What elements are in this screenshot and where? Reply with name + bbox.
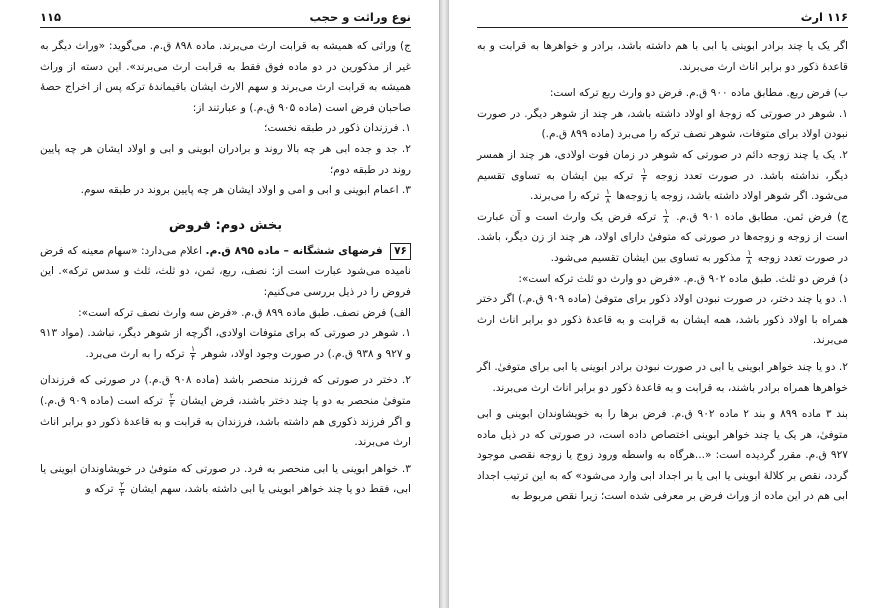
right-page-header: [477, 8, 848, 28]
paragraph: د) فرض دو ثلث. طبق ماده ۹۰۲ ق.م. «فرض دو وارث دو ثلث ترکه است»:: [518, 272, 848, 285]
fraction-denominator: ۴: [190, 353, 195, 363]
text: ترکه و: [85, 483, 114, 496]
fraction-numerator: ۲: [120, 479, 125, 489]
text: مذکور به تساوی بین ایشان تقسیم می‌شود.: [550, 251, 741, 264]
paragraph: ج) وراثی که همیشه به قرابت ارث می‌برند. ماده ۸۹۸ ق.م. می‌گوید: «وراث دیگر به غیر از مذکورین در دو ماده فوق فقط به قرابت ارث می‌برند». این دسته از وراث همیشه به قرابت ارث می‌برند و سهم الارث ایشان باقیماندهٔ ترکه پس از اخراج حصهٔ صاحبان فرض است (ماده ۹۰۵ ق.م.) و عبارتند از:: [40, 40, 411, 114]
list-item: [477, 145, 848, 207]
fraction-denominator: ۴: [642, 175, 647, 185]
running-title: نوع وراثت و حجب: [309, 10, 411, 24]
text: ج) فرض ثمن. مطابق ماده ۹۰۱ ق.م.: [676, 210, 849, 223]
right-page-body: [477, 36, 848, 602]
text: ۲. دختر در صورتی که فرزند منحصر باشد (ماده ۹۰۸ ق.م.) در صورتی که فرزندان متوفیٰ منحصر به دو یا چند دختر باشند، فرض ایشان: [40, 374, 411, 407]
list-item: ۲. جد و جده ابی هر چه بالا روند و برادران ابوینی و ابی و اولاد ایشان هر چه پایین روند در طبقه دوم؛: [40, 142, 411, 176]
item-number-box: ۷۶: [390, 243, 411, 260]
fraction-denominator: ۳: [169, 400, 174, 410]
list-item: ۱. شوهر در صورتی که زوجهٔ او اولاد داشته باشد، هر چند از شوهر دیگر. در صورت نبودن اولاد برای متوفات، شوهر نصف ترکه را می‌برد (ماده ۸۹۹ ق.م.): [477, 107, 848, 141]
fraction: [663, 208, 669, 225]
fraction-numerator: ۲: [169, 391, 174, 401]
list-item: [40, 370, 411, 452]
fraction-numerator: ۱: [664, 207, 669, 217]
page-number: ۱۱۵: [40, 10, 62, 24]
text: ۳. خواهر ابوینی یا ابی منحصر به فرد. در صورتی که متوفیٰ در خویشاوندان ابوینی یا ابی، فقط دو یا چند خواهر ابوینی یا ابی داشته باشد، سهم ایشان: [40, 462, 411, 496]
paragraph: الف) فرض نصف. طبق ماده ۸۹۹ ق.م. «فرض سه وارث نصف ترکه است»:: [78, 306, 411, 319]
running-title: ارث: [800, 10, 823, 24]
text: ترکه را به ارث می‌برد.: [85, 347, 185, 360]
list-item: [40, 323, 411, 364]
text: ترکه بین ایشان به تساوی تقسیم می‌شود. اگر شوهر اولاد داشته باشد، زوجه یا زوجه‌ها: [477, 169, 848, 203]
text: ترکه را می‌برند.: [530, 190, 600, 203]
fraction-denominator: ۳: [120, 488, 125, 498]
paragraph: ب) فرض ربع. مطابق ماده ۹۰۰ ق.م. فرض دو وارث ربع ترکه است:: [549, 87, 848, 100]
text: ۲. یک یا چند زوجه دائم در صورتی که شوهر در زمان فوت اولادی، هر چند از همسر دیگر، نداشته باشد. در صورت تعدد زوجه: [477, 148, 849, 182]
fraction: [605, 188, 611, 205]
paragraph: اگر یک یا چند برادر ابوینی یا ابی با هم داشته باشد، برادر و خواهرها به قرابت و به قاعدهٔ ذکور دو برابر اناث ارث می‌برند.: [477, 40, 848, 73]
list-item: ۲. دو یا چند خواهر ابوینی یا ابی در صورت نبودن برادر ابوینی یا ابی برای متوفیٰ. اگر خواهرها همراه برادر باشند، به قرابت و به قاعدهٔ ذکور دو برابر اناث ارث می‌برند.: [477, 360, 848, 394]
paragraph: [477, 207, 848, 269]
fraction-denominator: ۸: [747, 257, 752, 267]
paragraph: [40, 241, 411, 303]
page-number: ۱۱۶: [826, 10, 848, 24]
section-title: بخش دوم: فروض: [168, 217, 283, 233]
fraction-numerator: ۱: [747, 248, 752, 258]
left-page-header: [40, 8, 411, 28]
list-item: ۳. اعمام ابوینی و ابی و امی و اولاد ایشان هر چه پایین بروند در طبقه سوم.: [80, 184, 411, 197]
left-page: [0, 0, 440, 608]
list-item: ۱. فرزندان ذکور در طبقه نخست؛: [263, 122, 411, 135]
book-gutter: [440, 0, 448, 608]
fraction: [746, 249, 752, 266]
page-number-and-title: [801, 8, 848, 26]
text: ترکه است (ماده ۹۰۹ ق.م.) و اگر فرزند ذکوری هم داشته باشد، فرزندان به قرابت و به قاعدهٔ ذکور دو برابر اناث ارث می‌برند.: [40, 394, 411, 449]
fraction-denominator: ۸: [605, 195, 610, 205]
text: ۱. شوهر در صورتی که برای متوفات اولادی، اگرچه از شوهر دیگر، نباشد. (مواد ۹۱۳ و ۹۲۷ و ۹۳۸ ق.م.) در صورت وجود اولاد، شوهر: [40, 327, 411, 360]
fraction-denominator: ۸: [664, 216, 669, 226]
fraction: [190, 345, 196, 362]
paragraph: بند ۳ ماده ۸۹۹ و بند ۲ ماده ۹۰۲ ق.م. فرض برها را به خویشاوندان ابوینی و ابی متوفیٰ، هر یک یا چند خواهر ابوینی اختصاص داده است، در صورتی که در ذیل ماده ۹۲۷ ق.م. مقرر گردیده است: «...هرگاه به واسطه ورود زوج یا زوجه نقصی موجود گردد، نقص بر کلالهٔ ابوینی یا ابی یا بر اجداد ابی وارد می‌شود» که به این ترتیب اجداد ابی هم در این ماده از وراث فرض بر معرفی شده است؛ زیرا نقص مربوط به: [477, 408, 848, 503]
list-item: ۱. دو یا چند دختر، در صورت نبودن اولاد ذکور برای متوفیٰ (ماده ۹۰۹ ق.م.) اگر دختر همراه با اولاد ذکور باشد، همه ایشان به قرابت و به قاعدهٔ ذکور دو برابر اناث ارث می‌برند.: [477, 293, 848, 347]
item-intro: اعلام می‌دارد: «سهام معینه که فرض نامیده می‌شود عبارت است از: نصف، ربع، ثمن، دو ثلث، ثلث و سدس ترکه». این فروض را در ذیل بررسی می‌کنیم:: [40, 244, 411, 298]
fraction: [119, 481, 125, 498]
fraction-numerator: ۱: [190, 344, 195, 354]
list-item: [40, 459, 411, 500]
left-page-body: [40, 36, 411, 602]
text: ترکه فرض یک وارث است و آن عبارت است از زوجه و زوجه‌ها در صورتی که متوفیٰ دارای اولاد، هر چند از زن دیگر، باشد. در صورت تعدد زوجه: [477, 210, 848, 264]
fraction: [641, 167, 647, 184]
fraction-numerator: ۱: [605, 186, 610, 196]
fraction: [169, 392, 175, 409]
item-heading: فرضهای ششگانه – ماده ۸۹۵ ق.م.: [205, 244, 383, 257]
fraction-numerator: ۱: [642, 166, 647, 176]
right-page: [448, 0, 888, 608]
